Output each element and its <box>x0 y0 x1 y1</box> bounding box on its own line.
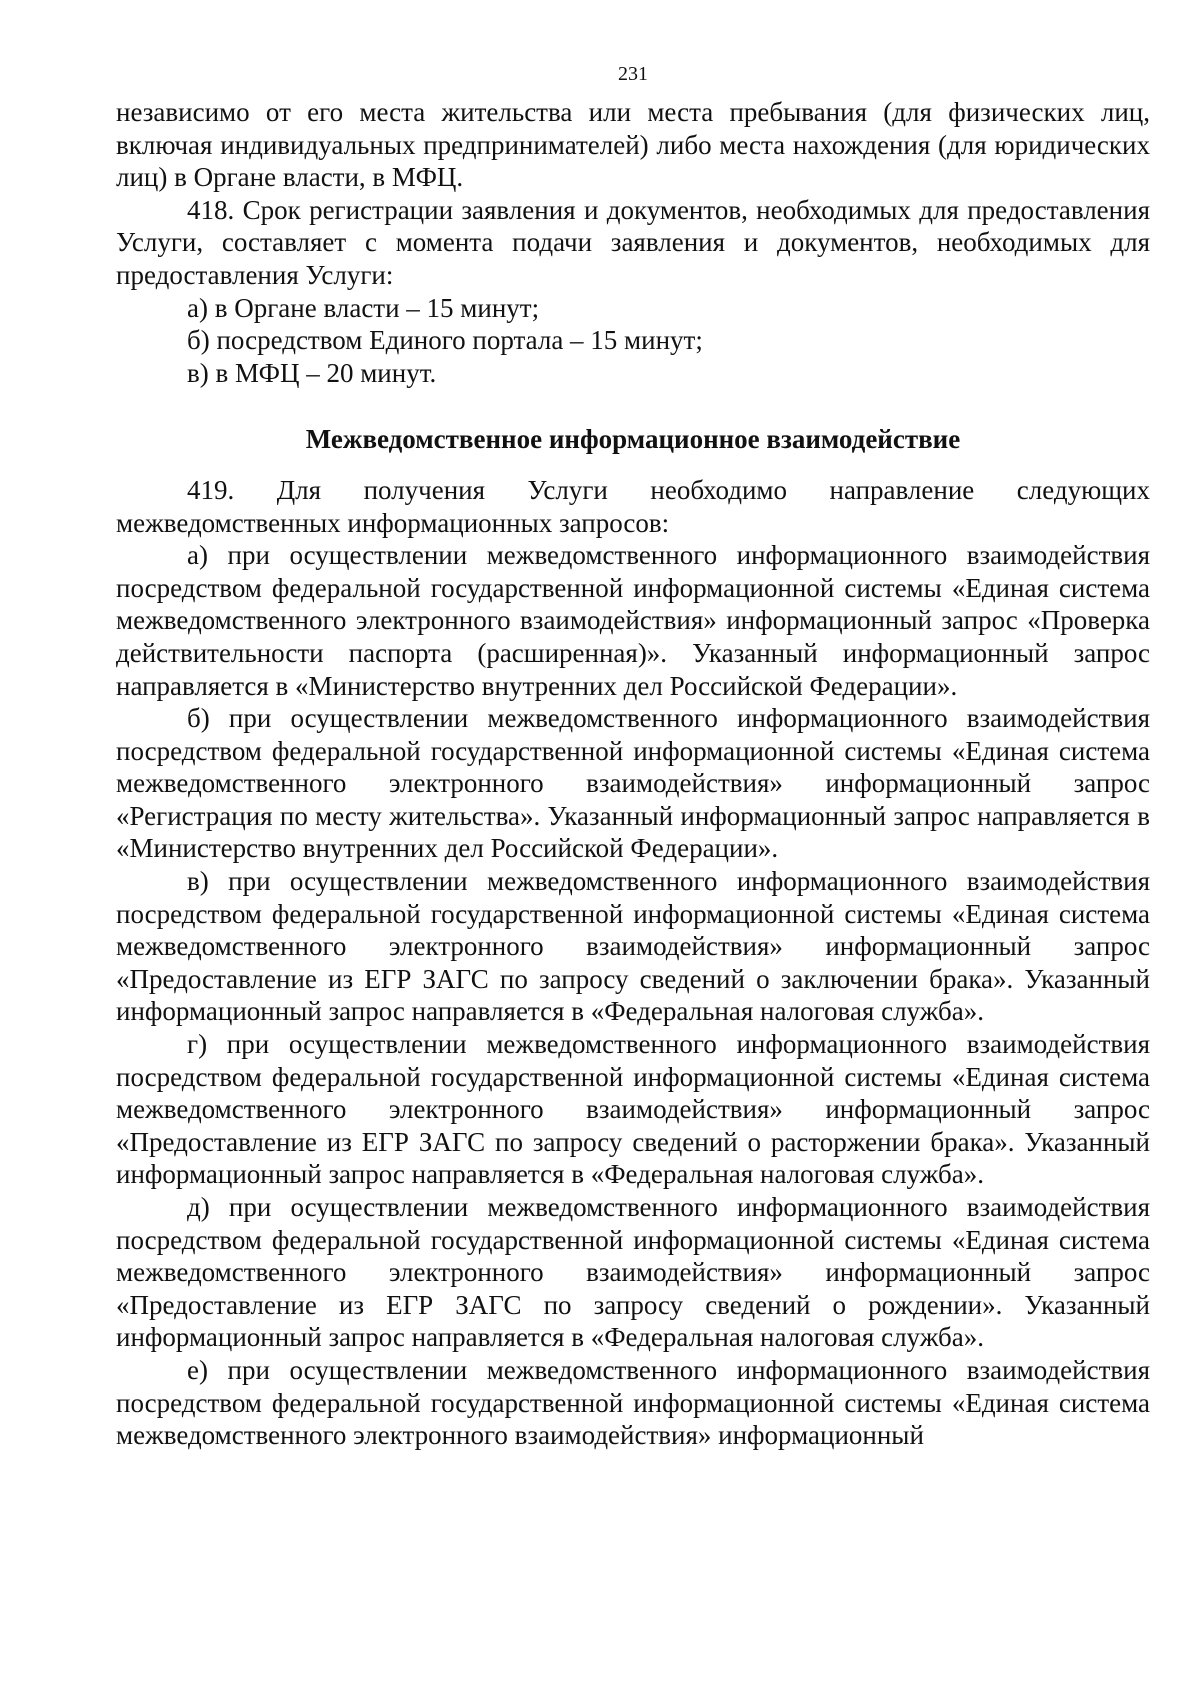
paragraph-continuation: независимо от его места жительства или места пребывания (для физических лиц, включая индивидуальных предпринимателей) либо места нахождения (для юридических лиц) в Органе власти, в МФЦ. <box>116 97 1150 193</box>
page-number: 231 <box>618 63 648 85</box>
list-item-a: а) в Органе власти – 15 минут; <box>187 292 540 323</box>
section-heading: Межведомственное информационное взаимодействие <box>305 424 961 455</box>
request-item-g: г) при осуществлении межведомственного информационного взаимодействия посредством федеральной государственной информационной системы «Единая система межведомственного электронного взаимодействия» информационный запрос «Предоставление из ЕГР ЗАГС по запросу сведений о расторжении брака». Указанный информационный запрос направляется в «Федеральная налоговая служба». <box>116 1029 1150 1190</box>
list-item-b: б) посредством Единого портала – 15 минут; <box>187 325 703 356</box>
request-item-e: е) при осуществлении межведомственного информационного взаимодействия посредством федеральной государственной информационной системы «Единая система межведомственного электронного взаимодействия» информационный <box>116 1354 1150 1451</box>
paragraph-418: 418. Срок регистрации заявления и документов, необходимых для предоставления Услуги, составляет с момента подачи заявления и документов, необходимых для предоставления Услуги: <box>116 194 1150 290</box>
list-item-v: в) в МФЦ – 20 минут. <box>187 357 437 388</box>
paragraph-419: 419. Для получения Услуги необходимо направление следующих межведомственных информационных запросов: <box>116 474 1150 538</box>
document-page <box>116 62 1150 1452</box>
request-item-a: а) при осуществлении межведомственного информационного взаимодействия посредством федеральной государственной информационной системы «Единая система межведомственного электронного взаимодействия» информационный запрос «Проверка действительности паспорта (расширенная)». Указанный информационный запрос направляется в «Министерство внутренних дел Российской Федерации». <box>116 540 1150 701</box>
request-item-b: б) при осуществлении межведомственного информационного взаимодействия посредством федеральной государственной информационной системы «Единая система межведомственного электронного взаимодействия» информационный запрос «Регистрация по месту жительства». Указанный информационный запрос направляется в «Министерство внутренних дел Российской Федерации». <box>116 703 1150 864</box>
request-item-v: в) при осуществлении межведомственного информационного взаимодействия посредством федеральной государственной информационной системы «Единая система межведомственного электронного взаимодействия» информационный запрос «Предоставление из ЕГР ЗАГС по запросу сведений о заключении брака». Указанный информационный запрос направляется в «Федеральная налоговая служба». <box>116 866 1150 1027</box>
request-item-d: д) при осуществлении межведомственного информационного взаимодействия посредством федеральной государственной информационной системы «Единая система межведомственного электронного взаимодействия» информационный запрос «Предоставление из ЕГР ЗАГС по запросу сведений о рождении». Указанный информационный запрос направляется в «Федеральная налоговая служба». <box>116 1192 1150 1353</box>
